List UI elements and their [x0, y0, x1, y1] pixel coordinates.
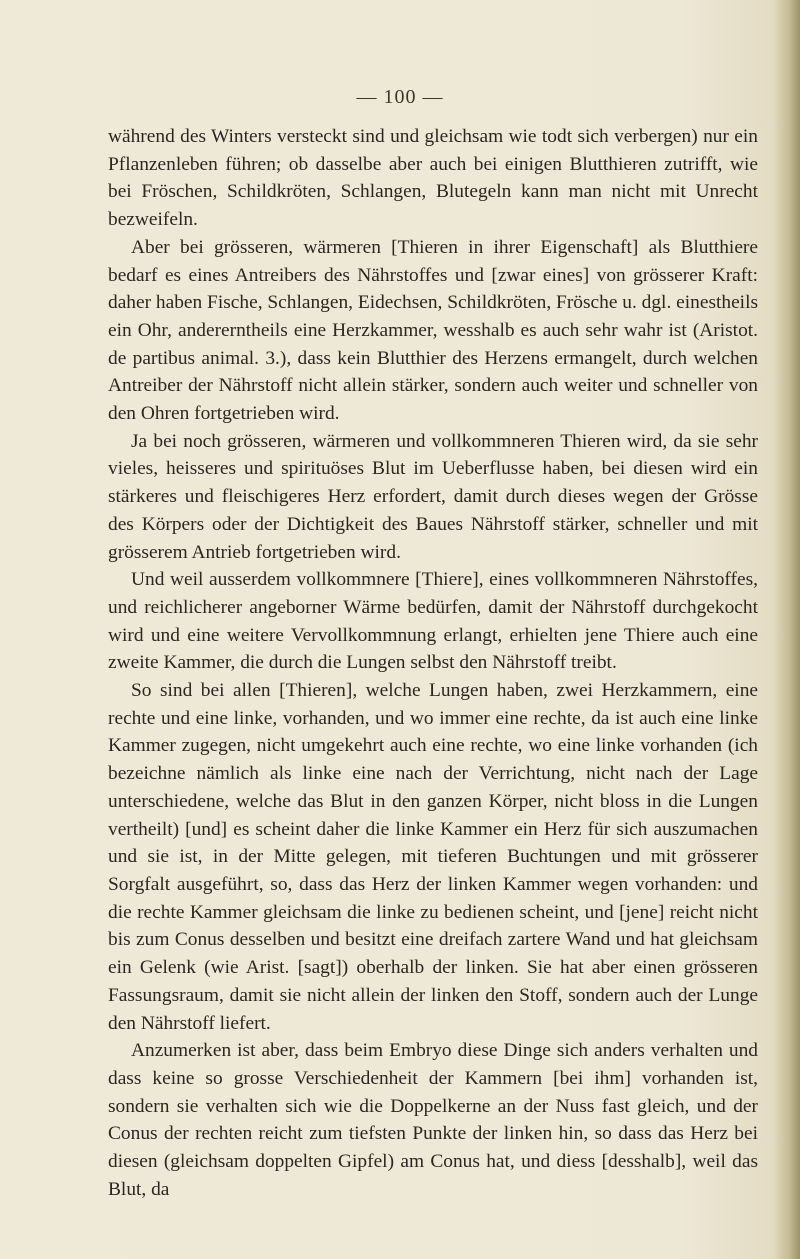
paragraph-3: Ja bei noch grösseren, wärmeren und vollkommneren Thieren wird, da sie sehr vieles, heisseres und spirituöses Blut im Ueberflusse haben, bei diesen wird ein stärkeres und fleischigeres Herz erfordert, damit durch dieses wegen der Grösse des Körpers oder der Dichtigkeit des Baues Nährstoff stärker, schneller und mit grösserem Antrieb fortgetrieben wird.: [108, 430, 758, 563]
paragraph-4: Und weil ausserdem vollkommnere [Thiere], eines vollkommneren Nährstoffes, und reichlicherer angeborner Wärme bedürfen, damit der Nährstoff durchgekocht wird und eine weitere Vervollkommnung erlangt, erhielten jene Thiere auch eine zweite Kammer, die durch die Lungen selbst den Nährstoff treibt.: [108, 569, 758, 674]
paragraph-5: So sind bei allen [Thieren], welche Lungen haben, zwei Herzkammern, eine rechte und eine linke, vorhanden, und wo immer eine rechte, da ist auch eine linke Kammer zugegen, nicht umgekehrt auch eine rechte, wo eine linke vorhanden (ich bezeichne nämlich als linke eine nach der Verrichtung, nicht nach der Lage unterschiedene, welche das Blut in den ganzen Körper, nicht bloss in die Lungen vertheilt) [und] es scheint daher die linke Kammer ein Herz für sich auszumachen und sie ist, in der Mitte gelegen, mit tieferen Buchtungen und mit grösserer Sorgfalt ausgeführt, so, dass das Herz der linken Kammer wegen vorhanden: und die rechte Kammer gleichsam die linke zu bedienen scheint, und [jene] reicht nicht bis zum Conus desselben und besitzt eine dreifach zartere Wand und hat gleichsam ein Gelenk (wie Arist. [sagt]) oberhalb der linken. Sie hat aber einen grösseren Fassungsraum, damit sie nicht allein der linken den Stoff, sondern auch der Lunge den Nährstoff liefert.: [108, 680, 758, 1034]
paragraph-1: während des Winters versteckt sind und gleichsam wie todt sich verbergen) nur ein Pflanzenleben führen; ob dasselbe aber auch bei einigen Blutthieren zutrifft, wie bei Fröschen, Schildkröten, Schlangen, Blutegeln kann man nicht mit Unrecht bezweifeln.: [108, 126, 758, 231]
paragraph-2: Aber bei grösseren, wärmeren [Thieren in ihrer Eigenschaft] als Blutthiere bedarf es eines Antreibers des Nährstoffes und [zwar eines] von grösserer Kraft: daher haben Fische, Schlangen, Eidechsen, Schildkröten, Frösche u. dgl. einestheils ein Ohr, andererntheils eine Herzkammer, wesshalb es auch sehr wahr ist (Aristot. de partibus animal. 3.), dass kein Blutthier des Herzens ermangelt, durch welchen Antreiber der Nährstoff nicht allein stärker, sondern auch weiter und schneller von den Ohren fortgetrieben wird.: [108, 236, 758, 425]
body-text: [108, 123, 758, 1203]
page-edge-shadow: [774, 0, 800, 1259]
paragraph-6: Anzumerken ist aber, dass beim Embryo diese Dinge sich anders verhalten und dass keine so grosse Verschiedenheit der Kammern [bei ihm] vorhanden ist, sondern sie verhalten sich wie die Doppelkerne an der Nuss fast gleich, und der Conus der rechten reicht zum tiefsten Punkte der linken hin, so dass das Herz bei diesen (gleichsam doppelten Gipfel) am Conus hat, und diess [desshalb], weil das Blut, da: [108, 1040, 758, 1200]
page-number: — 100 —: [356, 86, 444, 108]
